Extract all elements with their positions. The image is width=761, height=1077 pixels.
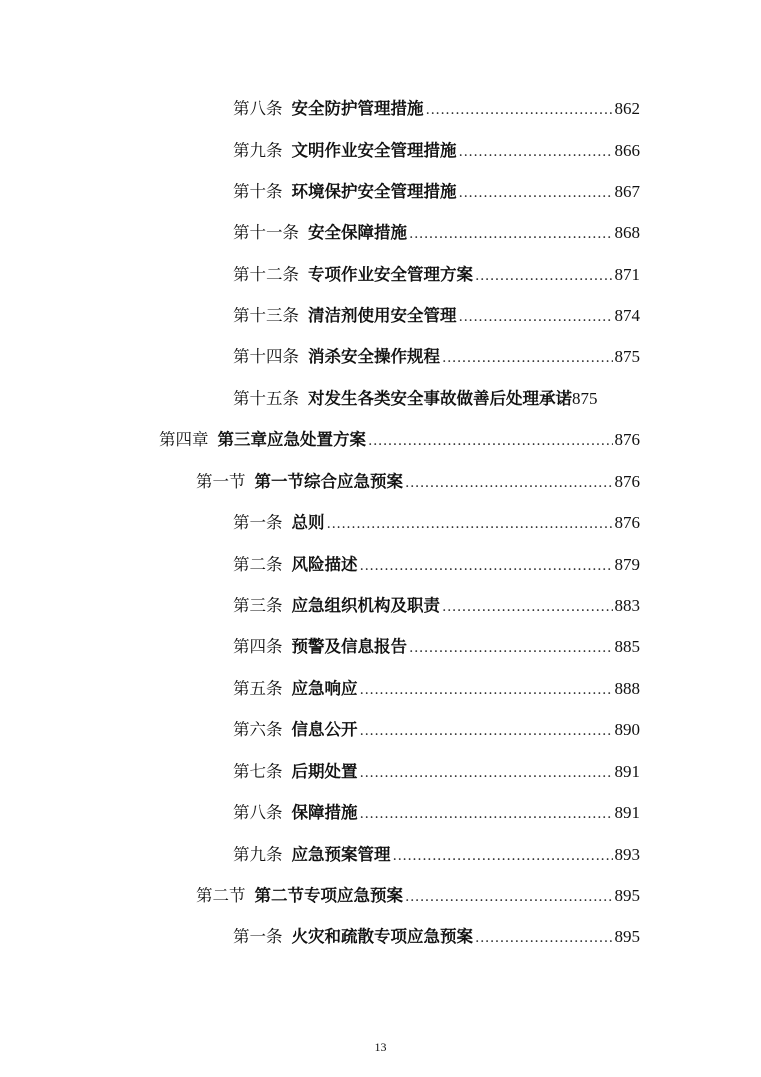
toc-entry-title: 清洁剂使用安全管理 xyxy=(308,306,457,325)
toc-entry-title: 专项作业安全管理方案 xyxy=(308,265,473,284)
toc-entry-page: 875 xyxy=(614,347,640,366)
toc-entry-page: 891 xyxy=(614,803,640,822)
toc-section-entry[interactable] xyxy=(196,883,640,909)
toc-entry-title: 火灾和疏散专项应急预案 xyxy=(291,927,473,946)
toc-entry-page: 876 xyxy=(614,513,640,532)
toc-entry-number: 第四章 xyxy=(159,430,209,449)
toc-entry-title: 应急响应 xyxy=(291,679,358,698)
dot-leader xyxy=(409,635,613,661)
toc-entry-title: 环境保护安全管理措施 xyxy=(291,182,457,201)
toc-entry-page: 895 xyxy=(614,927,640,946)
toc-entry-page: 875 xyxy=(572,389,598,408)
toc-entry[interactable] xyxy=(233,220,640,246)
dot-leader xyxy=(459,304,613,330)
toc-entry-title: 保障措施 xyxy=(291,803,358,822)
toc-entry-page: 867 xyxy=(614,182,640,201)
toc-entry-title: 应急组织机构及职责 xyxy=(291,596,440,615)
toc-entry-title: 应急预案管理 xyxy=(291,845,391,864)
toc-entry[interactable] xyxy=(233,386,640,412)
toc-entry-page: 876 xyxy=(614,472,640,491)
toc-entry-number: 第一条 xyxy=(233,927,283,946)
toc-entry[interactable] xyxy=(233,717,640,743)
toc-entry-number: 第八条 xyxy=(233,803,283,822)
toc-entry-title: 信息公开 xyxy=(291,720,358,739)
dot-leader xyxy=(475,263,613,289)
page-number: 13 xyxy=(374,1040,387,1054)
dot-leader xyxy=(360,553,613,579)
dot-leader xyxy=(405,470,613,496)
toc-entry[interactable] xyxy=(233,552,640,578)
toc-entry-page: 888 xyxy=(614,679,640,698)
toc-entry-number: 第九条 xyxy=(233,141,283,160)
toc-entry-number: 第十条 xyxy=(233,182,283,201)
toc-entry-page: 874 xyxy=(614,306,640,325)
toc-entry-page: 885 xyxy=(614,637,640,656)
toc-entry-number: 第十五条 xyxy=(233,389,299,408)
toc-entry-title: 第三章应急处置方案 xyxy=(217,430,366,449)
toc-entry-title: 安全防护管理措施 xyxy=(291,99,424,118)
dot-leader xyxy=(459,139,613,165)
toc-entry-title: 对发生各类安全事故做善后处理承诺 xyxy=(308,389,572,408)
dot-leader xyxy=(368,428,613,454)
toc-entry[interactable] xyxy=(233,924,640,950)
dot-leader xyxy=(442,345,613,371)
toc-entry-number: 第七条 xyxy=(233,762,283,781)
toc-entry[interactable] xyxy=(233,262,640,288)
toc-entry[interactable] xyxy=(233,138,640,164)
dot-leader xyxy=(393,843,613,869)
toc-entry[interactable] xyxy=(233,179,640,205)
toc-entry-title: 消杀安全操作规程 xyxy=(308,347,440,366)
dot-leader xyxy=(327,511,613,537)
dot-leader xyxy=(360,718,613,744)
toc-entry-number: 第二条 xyxy=(233,555,283,574)
dot-leader xyxy=(405,884,613,910)
toc-entry-page: 871 xyxy=(614,265,640,284)
toc-entry-page: 890 xyxy=(614,720,640,739)
toc-entry[interactable] xyxy=(233,634,640,660)
toc-entry-page: 876 xyxy=(614,430,640,449)
dot-leader xyxy=(426,97,613,123)
toc-entry-page: 883 xyxy=(614,596,640,615)
toc-entry-page: 879 xyxy=(614,555,640,574)
toc-entry[interactable] xyxy=(233,96,640,122)
toc-entry-number: 第六条 xyxy=(233,720,283,739)
toc-entry-page: 862 xyxy=(614,99,640,118)
toc-entry-title: 预警及信息报告 xyxy=(291,637,407,656)
toc-entry-number: 第三条 xyxy=(233,596,283,615)
toc-entry-number: 第十二条 xyxy=(233,265,299,284)
toc-entry[interactable] xyxy=(233,759,640,785)
toc-entry[interactable] xyxy=(233,303,640,329)
toc-entry[interactable] xyxy=(233,510,640,536)
toc-entry-number: 第五条 xyxy=(233,679,283,698)
toc-entry-page: 866 xyxy=(614,141,640,160)
toc-entry[interactable] xyxy=(233,842,640,868)
toc-entry-number: 第十四条 xyxy=(233,347,299,366)
toc-chapter-entry[interactable] xyxy=(159,427,640,453)
toc-entry-number: 第一条 xyxy=(233,513,283,532)
toc-entry-title: 第二节专项应急预案 xyxy=(254,886,403,905)
dot-leader xyxy=(475,925,613,951)
toc-entry-number: 第一节 xyxy=(196,472,246,491)
toc-entry-title: 安全保障措施 xyxy=(308,223,407,242)
toc-entry[interactable] xyxy=(233,344,640,370)
toc-entry[interactable] xyxy=(233,593,640,619)
dot-leader xyxy=(360,801,613,827)
dot-leader xyxy=(360,677,613,703)
toc-entry-title: 后期处置 xyxy=(291,762,358,781)
toc-entry-page: 868 xyxy=(614,223,640,242)
toc-entry[interactable] xyxy=(233,676,640,702)
toc-entry-number: 第十一条 xyxy=(233,223,299,242)
dot-leader xyxy=(459,180,613,206)
toc-entry-page: 893 xyxy=(614,845,640,864)
toc-entry-number: 第十三条 xyxy=(233,306,299,325)
toc-entry-page: 895 xyxy=(614,886,640,905)
toc-entry-title: 风险描述 xyxy=(291,555,358,574)
toc-entry-page: 891 xyxy=(614,762,640,781)
toc-entry-title: 文明作业安全管理措施 xyxy=(291,141,457,160)
dot-leader xyxy=(409,221,613,247)
toc-entry-number: 第九条 xyxy=(233,845,283,864)
dot-leader xyxy=(360,760,613,786)
toc-entry-title: 总则 xyxy=(291,513,325,532)
toc-entry[interactable] xyxy=(233,800,640,826)
toc-entry-title: 第一节综合应急预案 xyxy=(254,472,403,491)
toc-entry-number: 第八条 xyxy=(233,99,283,118)
toc-entry-number: 第二节 xyxy=(196,886,246,905)
toc-entry-number: 第四条 xyxy=(233,637,283,656)
toc-section-entry[interactable] xyxy=(196,469,640,495)
dot-leader xyxy=(442,594,613,620)
